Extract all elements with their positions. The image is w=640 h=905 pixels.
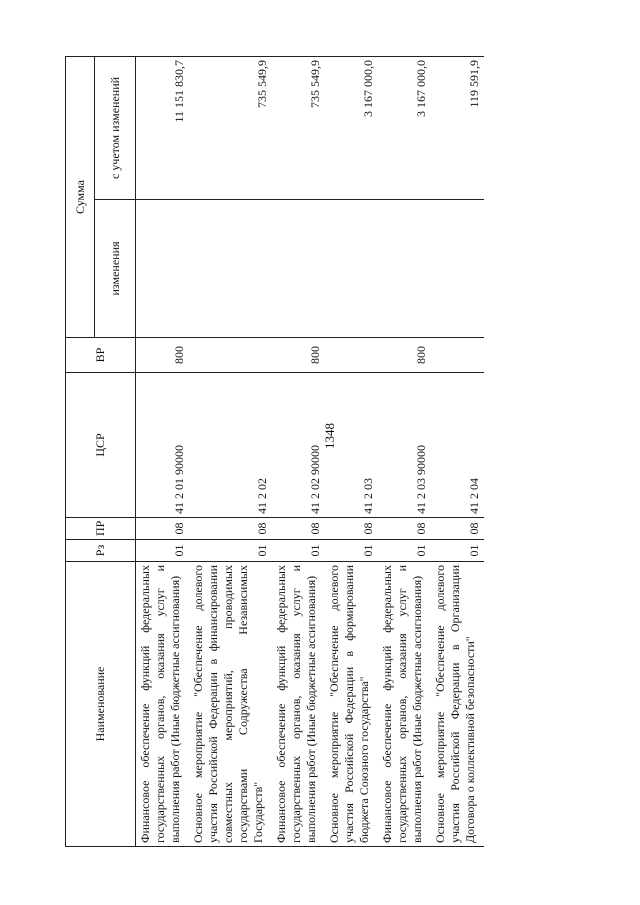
table-row xyxy=(378,56,431,846)
row-rz: 01 xyxy=(325,540,378,562)
row-total: 3 167 000,0 xyxy=(378,56,431,199)
table-row xyxy=(431,56,484,846)
row-name: Основное мероприятие "Обеспечение долевого участия Российской Федерации в финансировании совместных мероприятий, проводимых государствами Содружества Независимых Государств" xyxy=(189,562,272,847)
row-name: Основное мероприятие "Обеспечение долевого участия Российской Федерации в Организации Договора о коллективной безопасности" xyxy=(431,562,484,847)
row-csr: 41 2 01 90000 xyxy=(136,373,190,518)
header-pr: ПР xyxy=(66,518,136,540)
row-name: Основное мероприятие "Обеспечение долевого участия Российской Федерации в формировании бюджета Союзного государства" xyxy=(325,562,378,847)
row-total: 735 549,9 xyxy=(272,56,325,199)
header-csr: ЦСР xyxy=(66,373,136,518)
row-csr: 41 2 02 90000 xyxy=(272,373,325,518)
row-vr xyxy=(189,338,272,373)
rotated-page xyxy=(65,57,590,847)
row-vr: 800 xyxy=(378,338,431,373)
header-with-changes: с учетом изменений xyxy=(95,56,136,199)
row-vr: 800 xyxy=(136,338,190,373)
row-changes xyxy=(189,200,272,338)
table-row xyxy=(136,56,190,846)
row-csr: 41 2 03 90000 xyxy=(378,373,431,518)
row-changes xyxy=(272,200,325,338)
row-pr: 08 xyxy=(325,518,378,540)
row-total: 119 591,9 xyxy=(431,56,484,199)
table-row xyxy=(189,56,272,846)
row-name: Финансовое обеспечение функций федеральных государственных органов, оказания услуг и выполнения работ (Иные бюджетные ассигнования) xyxy=(378,562,431,847)
row-rz: 01 xyxy=(431,540,484,562)
row-vr xyxy=(431,338,484,373)
header-row-1 xyxy=(66,56,95,846)
row-changes xyxy=(325,200,378,338)
row-vr: 800 xyxy=(272,338,325,373)
row-pr: 08 xyxy=(378,518,431,540)
row-name: Финансовое обеспечение функций федеральных государственных органов, оказания услуг и выполнения работ (Иные бюджетные ассигнования) xyxy=(272,562,325,847)
row-rz: 01 xyxy=(272,540,325,562)
row-total: 735 549,9 xyxy=(189,56,272,199)
row-csr: 41 2 03 xyxy=(325,373,378,518)
row-pr: 08 xyxy=(189,518,272,540)
row-total: 11 151 830,7 xyxy=(136,56,190,199)
header-rz: Рз xyxy=(66,540,136,562)
row-vr xyxy=(325,338,378,373)
row-pr: 08 xyxy=(136,518,190,540)
table-row xyxy=(325,56,378,846)
row-changes xyxy=(136,200,190,338)
header-vr: ВР xyxy=(66,338,136,373)
row-csr: 41 2 02 xyxy=(189,373,272,518)
row-pr: 08 xyxy=(272,518,325,540)
row-rz: 01 xyxy=(189,540,272,562)
row-pr: 08 xyxy=(431,518,484,540)
row-csr: 41 2 04 xyxy=(431,373,484,518)
row-name: Финансовое обеспечение функций федеральных государственных органов, оказания услуг и выполнения работ (Иные бюджетные ассигнования) xyxy=(136,562,190,847)
header-name: Наименование xyxy=(66,562,136,847)
header-changes: изменения xyxy=(95,200,136,338)
row-rz: 01 xyxy=(378,540,431,562)
budget-table xyxy=(65,56,484,847)
row-changes xyxy=(378,200,431,338)
row-changes xyxy=(431,200,484,338)
row-rz: 01 xyxy=(136,540,190,562)
page-number: 1348 xyxy=(322,423,337,449)
row-total: 3 167 000,0 xyxy=(325,56,378,199)
table-row xyxy=(272,56,325,846)
header-sum: Сумма xyxy=(66,56,95,337)
